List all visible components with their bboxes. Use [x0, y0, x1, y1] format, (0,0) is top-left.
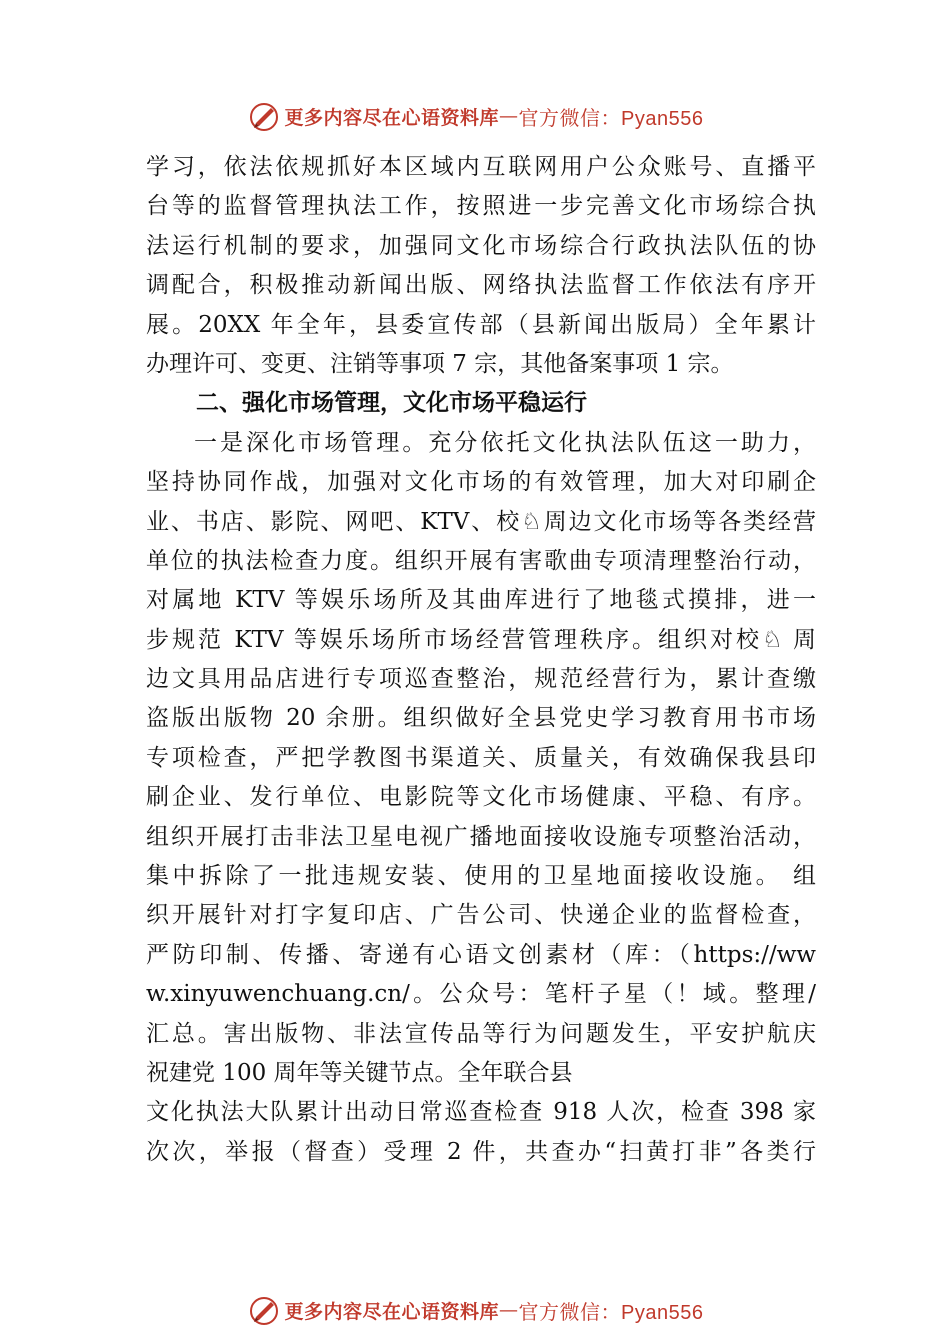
- section-heading: 二、强化市场管理，文化市场平稳运行: [196, 390, 587, 417]
- text-line: 展。20XX 年全年，县委宣传部（县新闻出版局）全年累计: [146, 311, 816, 338]
- text-line: 调配合，积极推动新闻出版、网络执法监督工作依法有序开: [146, 272, 816, 299]
- text-line: 台等的监督管理执法工作，按照进一步完善文化市场综合执: [146, 193, 816, 220]
- text-line: 严防印制、传播、寄递有心语文创素材（库：（https://ww: [146, 941, 816, 968]
- text-line: 文化执法大队累计出动日常巡查检查 918 人次，检查 398 家: [146, 1099, 816, 1126]
- banner-main-text: 更多内容尽在心语资料库: [284, 106, 500, 129]
- text-line: 业、书店、影院、网吧、KTV、校♘周边文化市场等各类经营: [146, 508, 816, 535]
- text-line: 专项检查，严把学教图书渠道关、质量关，有效确保我县印: [146, 744, 816, 771]
- text-line: 单位的执法检查力度。组织开展有害歌曲专项清理整治行动，: [146, 547, 816, 574]
- text-line: 织开展针对打字复印店、广告公司、快递企业的监督检查，: [146, 902, 816, 929]
- text-line: w.xinyuwenchuang.cn/。公众号：笔杆子星（！域。整理/: [146, 981, 816, 1008]
- text-line: 步规范 KTV 等娱乐场所市场经营管理秩序。组织对校♘ 周: [146, 626, 816, 653]
- document-body: [146, 148, 816, 1172]
- banner-main-text: 更多内容尽在心语资料库: [284, 1300, 500, 1323]
- text-line: 汇总。害出版物、非法宣传品等行为问题发生，平安护航庆: [146, 1020, 816, 1047]
- text-line: 边文具用品店进行专项巡查整治，规范经营行为，累计查缴: [146, 666, 816, 693]
- banner-dash: —: [499, 1299, 519, 1321]
- text-line: 办理许可、变更、注销等事项 7 宗，其他备案事项 1 宗。: [146, 350, 734, 377]
- text-line: 法运行机制的要求，加强同文化市场综合行政执法队伍的协: [146, 232, 816, 259]
- footer-banner: [0, 1290, 950, 1330]
- text-line: 坚持协同作战，加强对文化市场的有效管理，加大对印刷企: [146, 469, 816, 496]
- pen-logo-icon: [247, 1293, 281, 1327]
- banner-wechat-text: 官方微信：Pyan556: [518, 107, 704, 130]
- text-line: 一是深化市场管理。充分依托文化执法队伍这一助力，: [194, 429, 816, 456]
- text-line: 集中拆除了一批违规安装、使用的卫星地面接收设施。 组: [146, 863, 816, 890]
- text-line: 祝建党 100 周年等关键节点。全年联合县: [146, 1059, 573, 1086]
- text-line: 组织开展打击非法卫星电视广播地面接收设施专项整治活动，: [146, 823, 816, 850]
- header-banner: [0, 96, 950, 136]
- text-line: 刷企业、发行单位、电影院等文化市场健康、平稳、有序。: [146, 784, 816, 811]
- text-line: 学习，依法依规抓好本区域内互联网用户公众账号、直播平: [146, 154, 816, 180]
- text-line: 次次，举报（督查）受理 2 件，共查办“扫黄打非”各类行: [146, 1138, 816, 1165]
- banner-dash: —: [499, 105, 519, 127]
- text-line: 盗版出版物 20 余册。组织做好全县党史学习教育用书市场: [146, 705, 816, 732]
- pen-logo-icon: [247, 99, 281, 133]
- text-line: 对属地 KTV 等娱乐场所及其曲库进行了地毯式摸排，进一: [146, 587, 816, 614]
- banner-wechat-text: 官方微信：Pyan556: [518, 1301, 704, 1324]
